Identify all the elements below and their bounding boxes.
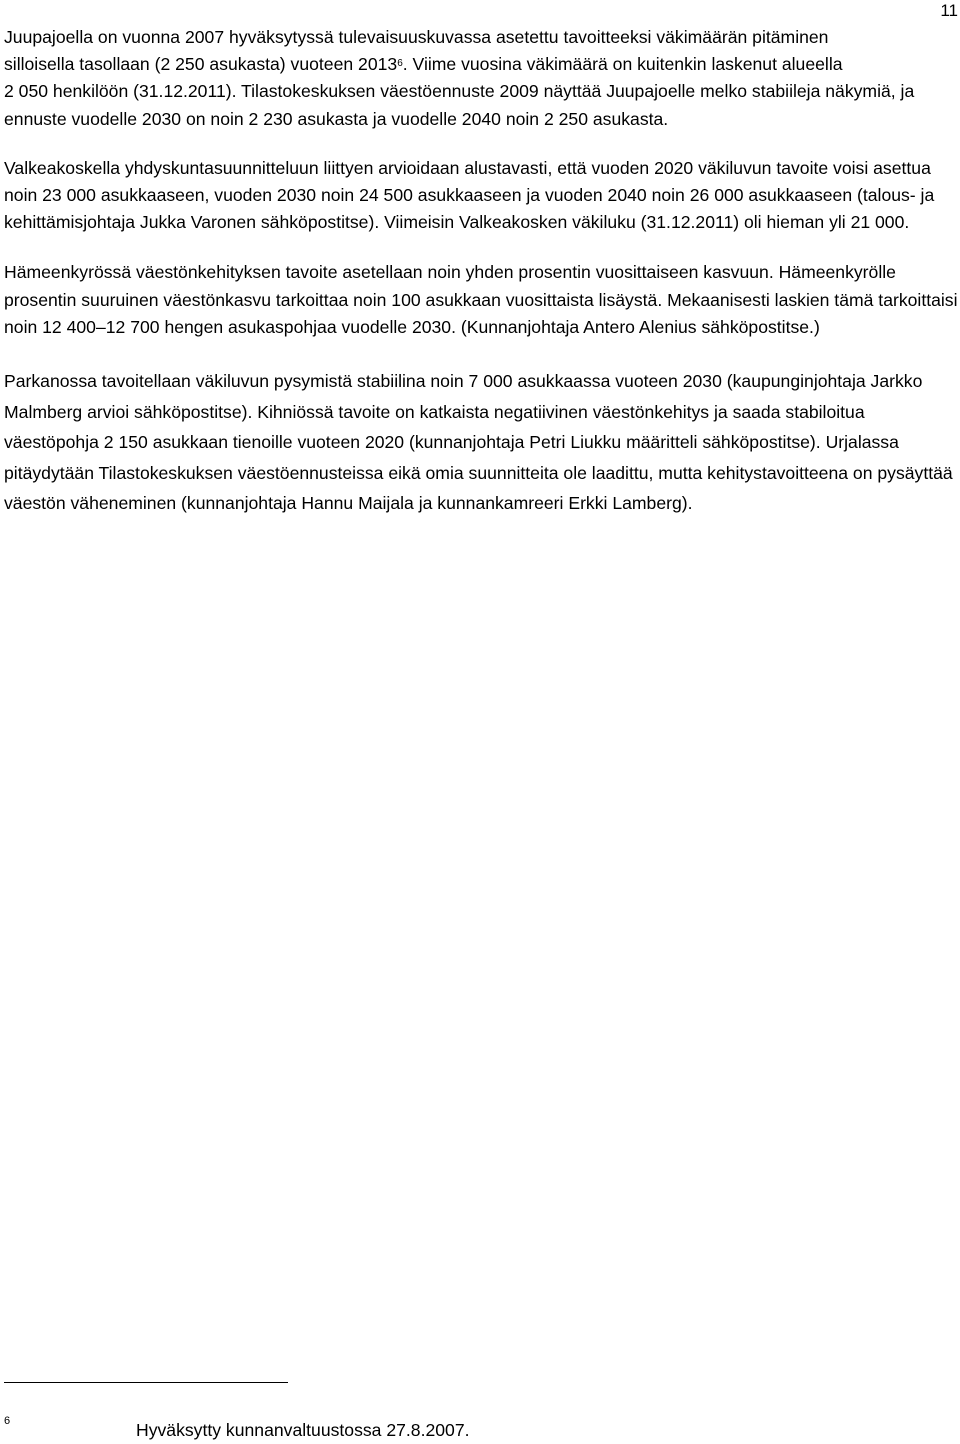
paragraph-valkeakoski: Valkeakoskella yhdyskuntasuunnitteluun liittyen arvioidaan alustavasti, että vuoden 2020 väkiluvun tavoite voisi asettua noin 23 000 asukkaaseen, vuoden 2030 noin 24 500 asukkaaseen ja vuoden 2040 noin 26 000 asukkaaseen (talous- ja kehittämisjohtaja Jukka Varonen sähköpostitse). Viimeisin Valkeakosken väkiluku (31.12.2011) oli hieman yli 21 000. (4, 157, 935, 233)
footnote-marker: 6 (4, 1415, 11, 1427)
footnote-reference[interactable]: 6 (397, 58, 403, 70)
footnote-separator (4, 1382, 288, 1383)
paragraph-juupajoki (4, 24, 958, 133)
paragraph-juupajoki-line2-start: silloisella tasollaan (2 250 asukasta) vuoteen 2013 (4, 54, 398, 75)
paragraph-juupajoki-line2-end: . Viime vuosina väkimäärä on kuitenkin laskenut alueella (402, 54, 843, 75)
paragraph-juupajoki-rest: 2 050 henkilöön (31.12.2011). Tilastokeskuksen väestöennuste 2009 näyttää Juupajoelle melko stabiileja näkymiä, ja ennuste vuodelle 2030 on noin 2 230 asukasta ja vuodelle 2040 noin 2 250 asukasta. (4, 81, 915, 129)
page-number: 11 (940, 1, 958, 20)
paragraph-hameenkyro: Hämeenkyrössä väestönkehityksen tavoite asetellaan noin yhden prosentin vuosittaiseen kasvuun. Hämeenkyrölle prosentin suuruinen väestönkasvu tarkoittaa noin 100 asukkaan vuosittaista lisäystä. Mekaanisesti laskien tämä tarkoittaisi noin 12 400–12 700 hengen asukaspohjaa vuodelle 2030. (Kunnanjohtaja Antero Alenius sähköpostitse.) (4, 262, 958, 337)
paragraph-parkano: Parkanossa tavoitellaan väkiluvun pysymistä stabiilina noin 7 000 asukkaassa vuoteen 2030 (kaupunginjohtaja Jarkko Malmberg arvioi sähköpostitse). Kihniössä tavoite on katkaista negatiivinen väestönkehitys ja saada stabiloitua väestöpohja 2 150 asukkaan tienoille vuoteen 2020 (kunnanjohtaja Petri Liukku määritteli sähköpostitse). Urjalassa pitäydytään Tilastokeskuksen väestöennusteissa eikä omia suunnitteita ole laadittu, mutta kehitystavoitteena on pysäyttää väestön väheneminen (kunnanjohtaja Hannu Maijala ja kunnankamreeri Erkki Lamberg). (4, 371, 953, 514)
paragraph-juupajoki-line2 (4, 51, 958, 78)
paragraph-juupajoki-line1: Juupajoella on vuonna 2007 hyväksytyssä tulevaisuuskuvassa asetettu tavoitteeksi väkimäärän pitäminen (4, 27, 829, 47)
footnote-text: Hyväksytty kunnanvaltuustossa 27.8.2007. (136, 1420, 470, 1440)
document-body (4, 24, 958, 519)
